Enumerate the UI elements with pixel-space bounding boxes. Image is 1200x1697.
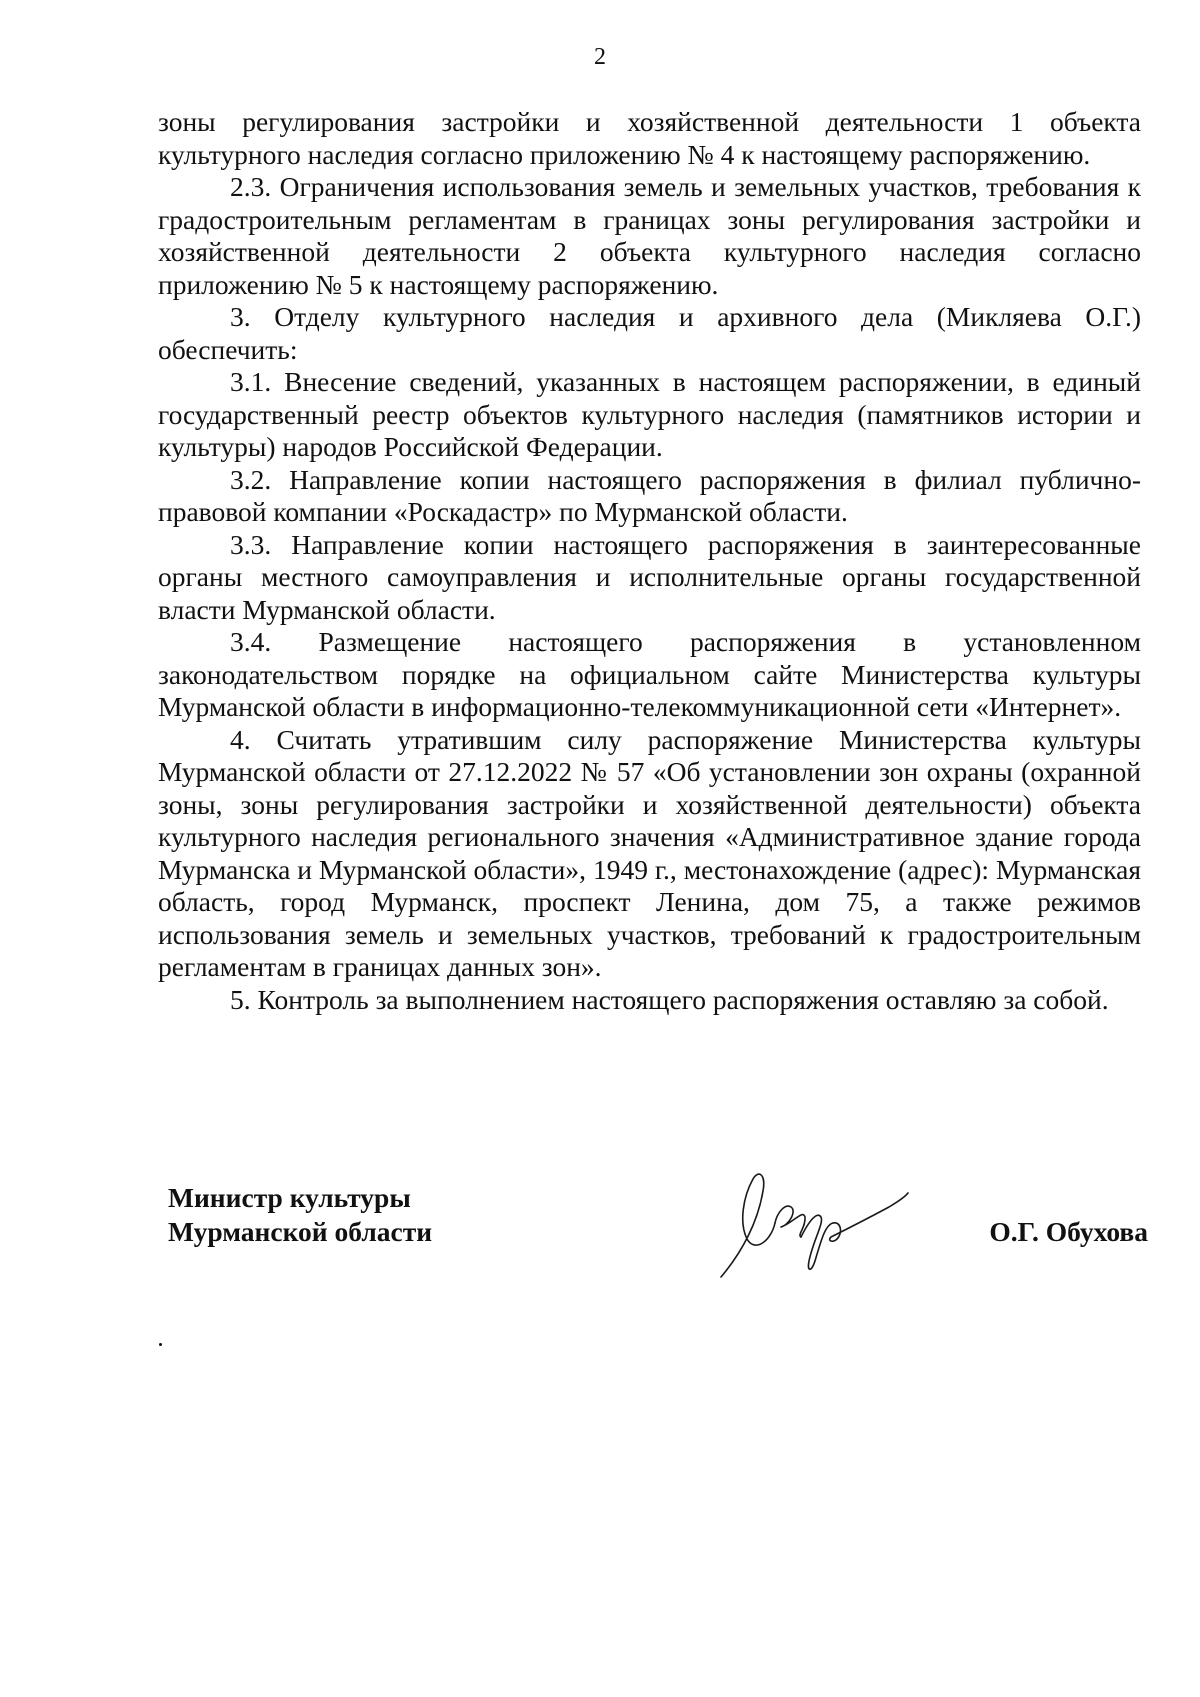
signatory-title-line1: Министр культуры: [168, 1182, 411, 1213]
paragraph-3-1: 3.1. Внесение сведений, указанных в настоящем распоряжении, в единый государственный реестр объектов культурного наследия (памятников истории и культуры) народов Российской Федерации.: [158, 366, 1141, 462]
paragraph-3-2: 3.2. Направление копии настоящего распоряжения в филиал публично-правовой компании «Роскадастр» по Мурманской области.: [158, 463, 1141, 527]
paragraph-continuation: зоны регулирования застройки и хозяйственной деятельности 1 объекта культурного наследия согласно приложению № 4 к настоящему распоряжению.: [158, 106, 1141, 170]
signatory-title: [168, 1181, 432, 1249]
paragraph-3: 3. Отделу культурного наследия и архивного дела (Микляева О.Г.) обеспечить:: [158, 301, 1141, 365]
paragraph-5: 5. Контроль за выполнением настоящего распоряжения оставляю за собой.: [230, 983, 1109, 1015]
signature-block: [168, 1181, 1148, 1261]
signatory-title-line2: Мурманской области: [168, 1216, 433, 1247]
paragraph-4: 4. Считать утратившим силу распоряжение Министерства культуры Мурманской области от 27.12.2022 № 57 «Об установлении зон охраны (охранной зоны, зоны регулирования застройки и хозяйственной деятельности) объекта культурного наследия регионального значения «Административное здание города Мурманска и Мурманской области», 1949 г., местонахождение (адрес): Мурманская область, город Мурманск, проспект Ленина, дом 75, а также режимов использования земель и земельных участков, требований к градостроительным регламентам в границах данных зон».: [158, 723, 1141, 982]
paragraph-2-3: 2.3. Ограничения использования земель и земельных участков, требования к градостроительным регламентам в границах зоны регулирования застройки и хозяйственной деятельности 2 объекта культурного наследия согласно приложению № 5 к настоящему распоряжению.: [158, 171, 1141, 300]
signatory-name: О.Г. Обухова: [989, 1216, 1148, 1247]
page-number: 2: [594, 44, 606, 70]
scan-dot-mark: [159, 1343, 162, 1346]
handwritten-signature-icon: [713, 1161, 913, 1281]
paragraph-3-3: 3.3. Направление копии настоящего распоряжения в заинтересованные органы местного самоуправления и исполнительные органы государственной власти Мурманской области.: [158, 528, 1141, 625]
paragraph-3-4: 3.4. Размещение настоящего распоряжения в установленном законодательством порядке на официальном сайте Министерства культуры Мурманской области в информационно-телекоммуникационной сети «Интернет».: [158, 626, 1141, 722]
document-body: [158, 106, 1141, 1016]
